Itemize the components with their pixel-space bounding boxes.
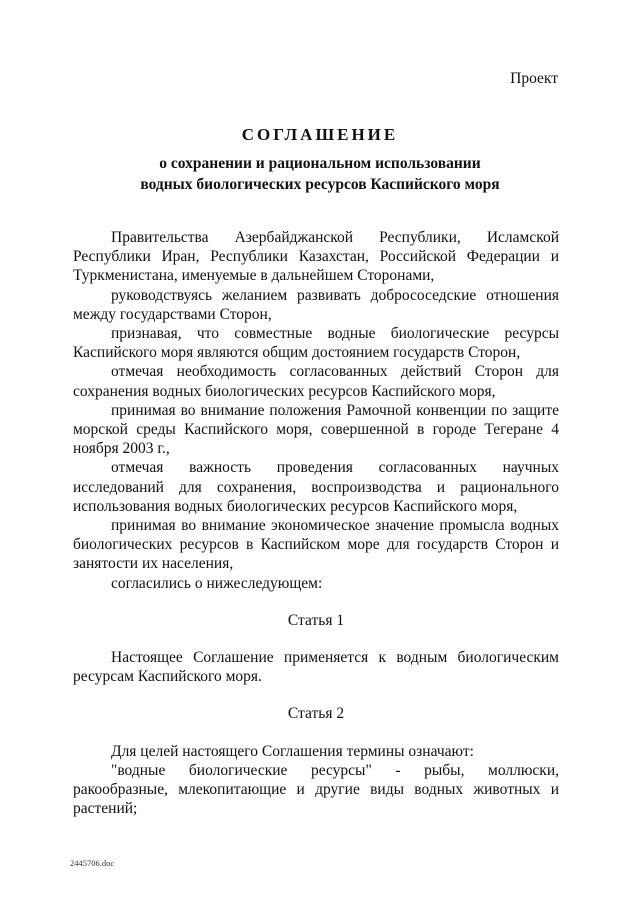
document-body	[73, 228, 559, 818]
footer-filename: 2445706.doc	[70, 858, 115, 868]
article-2-term-1: "водные биологические ресурсы" - рыбы, моллюски, ракообразные, млекопитающие и другие виды водных животных и растений;	[73, 761, 559, 818]
subtitle-line-1: о сохранении и рациональном использовании	[159, 155, 481, 172]
subtitle-line-2: водных биологических ресурсов Каспийского моря	[140, 176, 500, 193]
preamble-paragraph: Правительства Азербайджанской Республики, Исламской Республики Иран, Республики Казахстан, Российской Федерации и Туркменистана, именуемые в дальнейшем Сторонами,	[73, 229, 559, 285]
article-1-text: Настоящее Соглашение применяется к водным биологическим ресурсам Каспийского моря.	[73, 649, 559, 686]
document-title: СОГЛАШЕНИЕ	[241, 125, 399, 144]
article-1-heading: Статья 1	[287, 611, 345, 629]
preamble-paragraph: принимая во внимание экономическое значение промысла водных биологических ресурсов в Каспийском море для государств Сторон и занятости их населения,	[73, 517, 559, 573]
article-2-heading: Статья 2	[287, 705, 345, 723]
preamble-paragraph: руководствуясь желанием развивать добрососедские отношения между государствами Сторон,	[73, 286, 559, 323]
preamble-paragraph: отмечая важность проведения согласованных научных исследований для сохранения, воспроизводства и рационального использования водных биологических ресурсов Каспийского моря,	[73, 459, 559, 515]
preamble-paragraph: отмечая необходимость согласованных действий Сторон для сохранения водных биологических ресурсов Каспийского моря,	[73, 363, 559, 400]
preamble-paragraph: принимая во внимание положения Рамочной конвенции по защите морской среды Каспийского моря, совершенной в городе Тегеране 4 ноября 2003 г.,	[73, 401, 559, 458]
draft-label: Проект	[510, 70, 558, 87]
document-subtitle	[0, 153, 640, 195]
preamble-paragraph: признавая, что совместные водные биологические ресурсы Каспийского моря являются общим достоянием государств Сторон,	[73, 325, 559, 362]
article-2-intro: Для целей настоящего Соглашения термины означают:	[111, 742, 474, 760]
preamble-paragraph: согласились о нижеследующем:	[111, 574, 323, 592]
